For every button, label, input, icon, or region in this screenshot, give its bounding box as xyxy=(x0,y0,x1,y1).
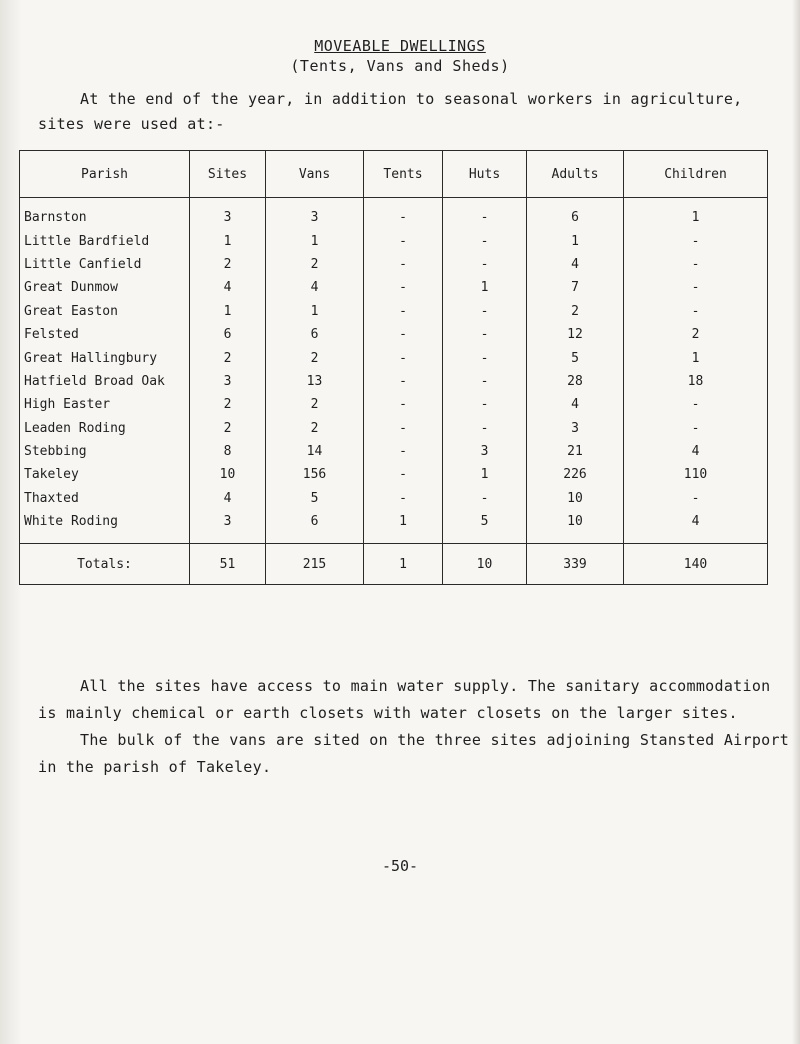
table-row xyxy=(20,276,768,299)
cell-parish: Felsted xyxy=(20,323,190,346)
cell-adults: 10 xyxy=(527,510,624,533)
cell-tents: - xyxy=(364,440,443,463)
cell-sites: 3 xyxy=(190,198,266,230)
cell-children: - xyxy=(624,276,768,299)
cell-sites: 4 xyxy=(190,487,266,510)
cell-sites: 6 xyxy=(190,323,266,346)
cell-adults: 12 xyxy=(527,323,624,346)
cell-tents: 1 xyxy=(364,510,443,533)
header-tents: Tents xyxy=(364,151,443,198)
cell-vans: 2 xyxy=(266,417,364,440)
moveable-dwellings-table xyxy=(19,150,768,585)
cell-adults: 7 xyxy=(527,276,624,299)
closing-line-4: in the parish of Takeley. xyxy=(38,758,272,776)
cell-huts: - xyxy=(443,487,527,510)
cell-parish: Barnston xyxy=(20,198,190,230)
totals-vans: 215 xyxy=(266,544,364,585)
cell-sites: 2 xyxy=(190,253,266,276)
cell-adults: 1 xyxy=(527,229,624,252)
cell-vans: 2 xyxy=(266,253,364,276)
cell-children: - xyxy=(624,229,768,252)
cell-huts: - xyxy=(443,346,527,369)
cell-parish: White Roding xyxy=(20,510,190,533)
cell-sites: 8 xyxy=(190,440,266,463)
cell-parish: Thaxted xyxy=(20,487,190,510)
cell-vans: 2 xyxy=(266,393,364,416)
cell-adults: 10 xyxy=(527,487,624,510)
cell-parish: Leaden Roding xyxy=(20,417,190,440)
totals-label: Totals: xyxy=(20,544,190,585)
cell-vans: 6 xyxy=(266,510,364,533)
cell-adults: 226 xyxy=(527,463,624,486)
cell-sites: 1 xyxy=(190,229,266,252)
cell-sites: 1 xyxy=(190,300,266,323)
header-children: Children xyxy=(624,151,768,198)
cell-tents: - xyxy=(364,487,443,510)
cell-sites: 3 xyxy=(190,510,266,533)
intro-line-2: sites were used at:- xyxy=(38,115,225,133)
table-row xyxy=(20,370,768,393)
cell-children: 1 xyxy=(624,198,768,230)
cell-tents: - xyxy=(364,346,443,369)
cell-huts: - xyxy=(443,393,527,416)
totals-huts: 10 xyxy=(443,544,527,585)
table-row xyxy=(20,229,768,252)
cell-vans: 3 xyxy=(266,198,364,230)
cell-huts: - xyxy=(443,370,527,393)
cell-children: - xyxy=(624,393,768,416)
cell-sites: 2 xyxy=(190,393,266,416)
table-header-row xyxy=(20,151,768,198)
cell-sites: 2 xyxy=(190,346,266,369)
cell-children: 2 xyxy=(624,323,768,346)
table-row xyxy=(20,198,768,230)
cell-huts: - xyxy=(443,229,527,252)
table-row xyxy=(20,417,768,440)
cell-adults: 5 xyxy=(527,346,624,369)
intro-line-1: At the end of the year, in addition to seasonal workers in agriculture, xyxy=(80,90,743,108)
cell-children: - xyxy=(624,487,768,510)
cell-tents: - xyxy=(364,300,443,323)
page-number: -50- xyxy=(381,857,419,875)
cell-parish: Hatfield Broad Oak xyxy=(20,370,190,393)
cell-adults: 6 xyxy=(527,198,624,230)
header-vans: Vans xyxy=(266,151,364,198)
cell-huts: 3 xyxy=(443,440,527,463)
page-title: MOVEABLE DWELLINGS xyxy=(314,37,486,55)
totals-tents: 1 xyxy=(364,544,443,585)
cell-parish: Takeley xyxy=(20,463,190,486)
cell-children: - xyxy=(624,253,768,276)
table-row xyxy=(20,253,768,276)
cell-tents: - xyxy=(364,229,443,252)
cell-huts: - xyxy=(443,300,527,323)
totals-children: 140 xyxy=(624,544,768,585)
cell-huts: 5 xyxy=(443,510,527,533)
cell-huts: - xyxy=(443,198,527,230)
intro-paragraph xyxy=(38,87,778,137)
cell-adults: 3 xyxy=(527,417,624,440)
cell-children: 4 xyxy=(624,510,768,533)
closing-line-3: The bulk of the vans are sited on the three sites adjoining Stansted Airport xyxy=(80,731,790,749)
header-sites: Sites xyxy=(190,151,266,198)
cell-tents: - xyxy=(364,323,443,346)
cell-children: - xyxy=(624,300,768,323)
header-huts: Huts xyxy=(443,151,527,198)
table-row xyxy=(20,300,768,323)
cell-parish: Little Bardfield xyxy=(20,229,190,252)
page-subtitle: (Tents, Vans and Sheds) xyxy=(290,57,510,75)
cell-children: 110 xyxy=(624,463,768,486)
cell-tents: - xyxy=(364,393,443,416)
cell-parish: Great Dunmow xyxy=(20,276,190,299)
cell-tents: - xyxy=(364,198,443,230)
cell-vans: 1 xyxy=(266,229,364,252)
cell-tents: - xyxy=(364,417,443,440)
cell-huts: - xyxy=(443,323,527,346)
table-row xyxy=(20,510,768,533)
cell-huts: 1 xyxy=(443,463,527,486)
totals-adults: 339 xyxy=(527,544,624,585)
cell-tents: - xyxy=(364,370,443,393)
header-adults: Adults xyxy=(527,151,624,198)
table-row xyxy=(20,393,768,416)
cell-tents: - xyxy=(364,463,443,486)
cell-tents: - xyxy=(364,276,443,299)
cell-huts: - xyxy=(443,417,527,440)
table-spacer-row xyxy=(20,533,768,544)
cell-sites: 4 xyxy=(190,276,266,299)
cell-sites: 10 xyxy=(190,463,266,486)
page-shadow-right xyxy=(792,0,800,1044)
cell-vans: 6 xyxy=(266,323,364,346)
cell-vans: 13 xyxy=(266,370,364,393)
cell-parish: Stebbing xyxy=(20,440,190,463)
cell-parish: High Easter xyxy=(20,393,190,416)
cell-vans: 2 xyxy=(266,346,364,369)
cell-huts: 1 xyxy=(443,276,527,299)
cell-sites: 2 xyxy=(190,417,266,440)
header-parish: Parish xyxy=(20,151,190,198)
cell-children: 18 xyxy=(624,370,768,393)
closing-line-2: is mainly chemical or earth closets with water closets on the larger sites. xyxy=(38,704,738,722)
cell-adults: 28 xyxy=(527,370,624,393)
closing-paragraph xyxy=(38,673,798,781)
cell-vans: 1 xyxy=(266,300,364,323)
closing-line-1: All the sites have access to main water supply. The sanitary accommodation xyxy=(80,677,771,695)
cell-vans: 14 xyxy=(266,440,364,463)
cell-vans: 5 xyxy=(266,487,364,510)
table-row xyxy=(20,487,768,510)
cell-tents: - xyxy=(364,253,443,276)
cell-adults: 4 xyxy=(527,393,624,416)
cell-children: 1 xyxy=(624,346,768,369)
cell-children: 4 xyxy=(624,440,768,463)
cell-children: - xyxy=(624,417,768,440)
cell-vans: 156 xyxy=(266,463,364,486)
cell-parish: Great Hallingbury xyxy=(20,346,190,369)
table-totals-row xyxy=(20,544,768,585)
cell-parish: Little Canfield xyxy=(20,253,190,276)
table-row xyxy=(20,346,768,369)
cell-vans: 4 xyxy=(266,276,364,299)
cell-huts: - xyxy=(443,253,527,276)
cell-adults: 2 xyxy=(527,300,624,323)
table-row xyxy=(20,323,768,346)
totals-sites: 51 xyxy=(190,544,266,585)
cell-parish: Great Easton xyxy=(20,300,190,323)
table-row xyxy=(20,440,768,463)
cell-adults: 4 xyxy=(527,253,624,276)
table-row xyxy=(20,463,768,486)
cell-adults: 21 xyxy=(527,440,624,463)
cell-sites: 3 xyxy=(190,370,266,393)
